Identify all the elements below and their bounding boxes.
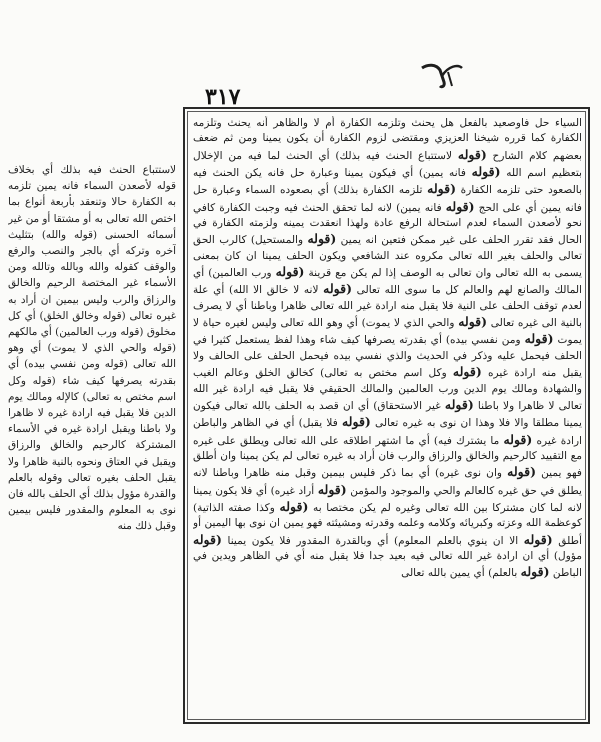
- qawluhu-keyword: (قوله: [524, 331, 554, 347]
- commentary-segment: لاستتباع الحنث فيه بذلك) أي الحنث لما فيه من الإخلال بتعظيم اسم الله: [193, 149, 582, 180]
- qawluhu-keyword: (قوله: [317, 481, 347, 497]
- main-commentary-text: [193, 116, 582, 718]
- qawluhu-keyword: (قوله: [427, 181, 457, 197]
- commentary-segment: وكل اسم مختص به تعالى) كخالق الخلق وعالم الغيب والشهادة ومالك يوم الدين ورب العالمين والمالك الحقيقي فلا يقبل فيه ارادة غير الله تعالى لا ظاهرا ولا باطنا: [193, 367, 582, 412]
- commentary-segment: تلزمه الكفارة بذلك) أي بصعوده السماء وعبارة حل فانه يمين أي على الحج: [193, 184, 582, 214]
- qawluhu-keyword: (قوله: [323, 281, 353, 297]
- qawluhu-keyword: (قوله: [458, 314, 488, 330]
- qawluhu-keyword: (قوله: [503, 431, 533, 447]
- commentary-segment: والمستحيل) كالرب الحق تعالى والحلف بغير الله تعالى مكروه عند الشافعي ويكون الحلف يمينا ان كان بمعنى يسمى به الله تعالى وان تعالى به الوصف إذا لم يكن مع قرينة: [193, 234, 582, 280]
- commentary-segment: أراد غيره) أي فلا يكون يمينا لانه لما كان مشتركا بين الله تعالى وغيره لم يكن مختصا به: [193, 484, 582, 514]
- qawluhu-keyword: (قوله: [275, 264, 305, 280]
- margin-gloss: [8, 162, 176, 652]
- commentary-segment: وكذا صفته الذاتية) كوعظمة الله وعزته وكبريائه وكلامه وعلمه وقدرته ومشيئته فهو يمين ان نوى بها اليمين أو أطلق: [193, 501, 582, 547]
- commentary-segment: فانه يمين) أي فيكون يمينا وعبارة حل فانه يكن الحنث فيه بالصعود حتى تلزمه الكفارة: [193, 167, 582, 197]
- qawluhu-keyword: (قوله: [457, 146, 487, 162]
- qawluhu-keyword: (قوله: [452, 364, 482, 380]
- qawluhu-keyword: (قوله: [471, 164, 501, 180]
- commentary-segment: الا ان ينوي بالعلم المعلوم) أي وبالقدرة المقدور فلا يكون يمينا: [221, 534, 524, 547]
- ink-flourish-icon: [418, 62, 466, 90]
- commentary-segment: فانه يمين) لانه لما تحقق الحنث فيه وجبت الكفارة كافي نحو لأصعدن السماء لعدم استحالة الرفع عادة ولهذا انعقدت يمينه ولزمته الكفارة في الحال فقد تقرر الحلف على غير ممكن فتعين انه يمين: [193, 201, 582, 247]
- commentary-segment: غير الاستحقاق) أي ان قصد به الحلف بالله تعالى فيكون يمينا مطلقا والا فلا وهذا ان نوى به غيره تعالى: [193, 399, 582, 430]
- commentary-segment: والحي الذي لا يموت) أي وهو الله تعالى وليس لغيره حياة لا يموت: [193, 317, 582, 347]
- commentary-segment: ورب العالمين) أي المالك والصانع لهم والعالم كل ما سوى الله تعالى: [193, 267, 582, 297]
- commentary-segment: ما يشترك فيه) أي ما اشتهر اطلاقه على الله تعالى ويطلق على غيره مع التقييد كالرحيم والخالق والرزاق والرب فان أراد به غيره تعالى لم يكن يمينا وان أطلق فهو يمين: [193, 434, 582, 480]
- qawluhu-keyword: (قوله: [523, 531, 553, 547]
- commentary-segment: فلا يقبل) أي في الظاهر والباطن ارادة غيره: [193, 417, 582, 447]
- qawluhu-keyword: (قوله: [307, 231, 337, 247]
- qawluhu-keyword: (قوله: [507, 464, 536, 480]
- commentary-segment: بالعلم) أي يمين بالله تعالى: [401, 567, 521, 580]
- qawluhu-keyword: (قوله: [341, 414, 371, 430]
- commentary-segment: السياء حل فاوصعيد بالفعل هل يحنث وتلزمه الكفارة أم لا والظاهر أنه يحنث وتلزمه الكفارة كما قرره شيخنا العزيزي ومقتضى لزوم الكفارة أن يكون يمينا ومن ثم ضعف بعضهم كلام الشارح: [193, 117, 582, 162]
- commentary-segment: لانه لا خالق الا الله) أي علة لعدم توقف الحلف على النية فلا يقبل منه ارادة غير الله تعالى ظاهرا وباطنا أي لا يصرف بالنية الى غيره تعالى: [193, 284, 582, 330]
- qawluhu-keyword: (قوله: [444, 396, 474, 412]
- page-number: ٣١٧: [205, 84, 241, 110]
- commentary-segment: مؤول) أي ان ارادة غير الله تعالى فيه بعيد جدا فلا يقبل منه أي في الظاهر ويدين في الباطن: [193, 549, 582, 580]
- qawluhu-keyword: (قوله: [193, 531, 222, 547]
- qawluhu-keyword: (قوله: [279, 498, 309, 514]
- margin-gloss-paragraph: لاستتباع الحنث فيه بذلك أي بخلاف قوله لأصعدن السماء فانه يمين تلزمه به الكفارة حالا وتنعقد بأربعة أنواع بما اختص الله تعالى به أو مشتقا أو من غير أسمائه الحسنى (قوله والله) بتثليث آخره وتركه أي بالجر والنصب والرفع والوقف كقوله والله وبالله وتالله ومن الأسماء غير المختصة الرحيم والخالق والرزاق والرب وليس بيمين ان أراد به غيره تعالى (قوله وخالق الخلق) أي كل مخلوق (قوله ورب العالمين) أي مالكهم (قوله والحي الذي لا يموت) أي وهو الله تعالى (قوله ومن نفسي بيده) أي بقدرته يصرفها كيف شاء (قوله وكل اسم مختص به تعالى) كالإله ومالك يوم الدين فلا يقبل فيه ارادة غيره لا ظاهرا ولا باطنا ويقبل ارادة غيره في الأسماء المشتركة كالرحيم والخالق والرزاق ويقبل في العتاق ونحوه بالنية ظاهرا ولا يقبل الحلف بغيره تعالى وقوله بالعلم والقدرة مؤول بذلك أي الحلف بالله فان نوى به المعلوم والمقدور فليس بيمين وقبل ذلك منه: [8, 164, 176, 533]
- commentary-segment: وان نوى غيره) أي بما ذكر فليس بيمين وقبل منه ظاهرا وباطنا لانه يطلق في حق غيره كالعالم والحي والموجود والمؤمن: [193, 467, 582, 497]
- qawluhu-keyword: (قوله: [445, 198, 475, 214]
- main-commentary-paragraph: [193, 116, 582, 582]
- qawluhu-keyword: (قوله: [520, 564, 550, 580]
- commentary-segment: ومن نفسي بيده) أي بقدرته يصرفها كيف شاء وهذا لفظ يستعمل كثيرا في الحلف فيحمل عليه وذكر في الحديث والذي نفسي بيده فيحمل الحلف على الحالف ولا يقبل منه ارادة غيره: [193, 334, 582, 380]
